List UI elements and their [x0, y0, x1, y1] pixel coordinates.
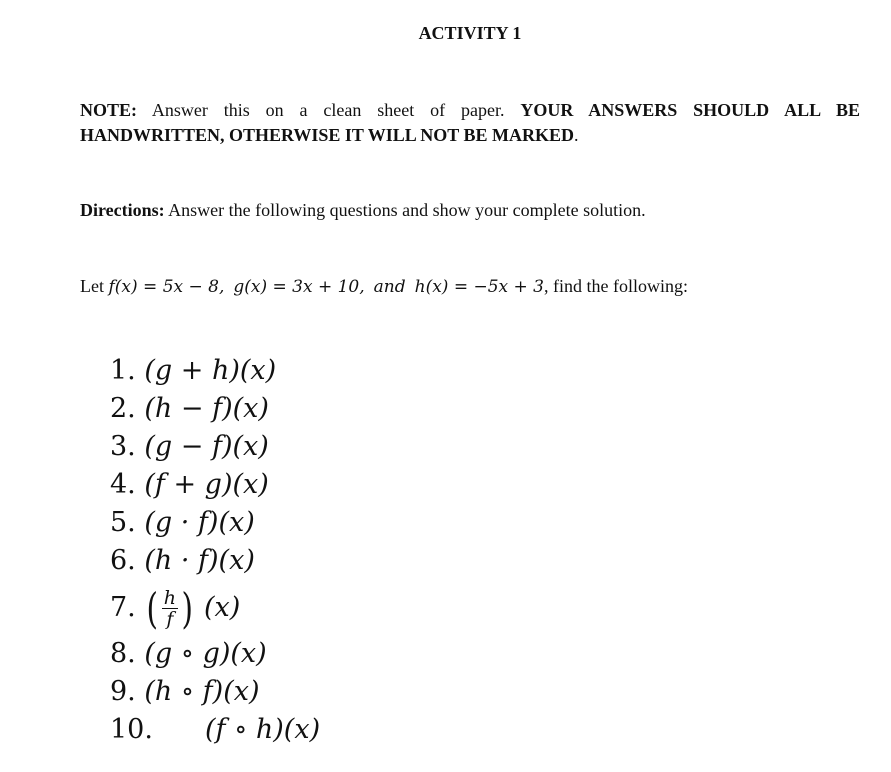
question-number: 2. — [110, 393, 136, 424]
fraction — [162, 588, 178, 629]
directions-text: Answer the following questions and show your complete solution. — [164, 200, 646, 220]
question-item — [110, 466, 320, 504]
question-expression: (g · f)(x) — [144, 507, 255, 538]
question-number: 8. — [110, 638, 136, 669]
given-functions-line — [80, 276, 688, 297]
function-h: h(x) = −5x + 3 — [414, 277, 544, 297]
question-number: 10. — [110, 714, 153, 745]
note-text: Answer this on a clean sheet of paper. — [137, 100, 521, 120]
given-suffix: , find the following: — [544, 276, 688, 296]
question-expression: (h ∘ f)(x) — [144, 676, 260, 707]
page-title: ACTIVITY 1 — [418, 23, 522, 43]
question-item — [110, 428, 320, 466]
question-expression: (f + g)(x) — [144, 469, 269, 500]
fraction-numerator: h — [163, 587, 176, 609]
question-number: 5. — [110, 507, 136, 538]
question-number: 3. — [110, 431, 136, 462]
fraction-denominator: f — [166, 608, 174, 630]
question-expression: (g − f)(x) — [144, 431, 269, 462]
note-emphasis: YOUR ANSWERS SHOULD ALL BE HANDWRITTEN, OTHERWISE IT WILL NOT BE MARKED — [80, 100, 860, 145]
question-expression: (h − f)(x) — [144, 393, 269, 424]
question-item — [110, 711, 320, 749]
left-paren: ( — [146, 583, 159, 633]
question-expression: (x) — [203, 592, 241, 623]
question-expression: (g + h)(x) — [144, 355, 277, 386]
question-number: 4. — [110, 469, 136, 500]
question-list — [110, 352, 320, 749]
note-paragraph — [80, 98, 860, 148]
question-item — [110, 390, 320, 428]
function-g: g(x) = 3x + 10, — [233, 277, 365, 297]
question-expression: (f ∘ h)(x) — [204, 714, 321, 745]
question-item — [110, 352, 320, 390]
function-f: f(x) = 5x − 8, — [108, 277, 225, 297]
question-expression: (h · f)(x) — [144, 545, 255, 576]
question-number: 1. — [110, 355, 136, 386]
directions-paragraph — [80, 200, 646, 221]
question-item — [110, 580, 320, 635]
question-number: 7. — [110, 592, 136, 623]
directions-label: Directions: — [80, 200, 165, 220]
question-number: 9. — [110, 676, 136, 707]
question-item — [110, 635, 320, 673]
question-item — [110, 673, 320, 711]
question-number: 6. — [110, 545, 136, 576]
note-label: NOTE: — [80, 100, 138, 120]
note-end: . — [574, 125, 579, 145]
right-paren: ) — [181, 583, 193, 633]
question-item — [110, 504, 320, 542]
and-word: and — [373, 277, 406, 297]
question-expression: (g ∘ g)(x) — [144, 638, 267, 669]
question-item — [110, 542, 320, 580]
given-prefix: Let — [80, 276, 109, 296]
